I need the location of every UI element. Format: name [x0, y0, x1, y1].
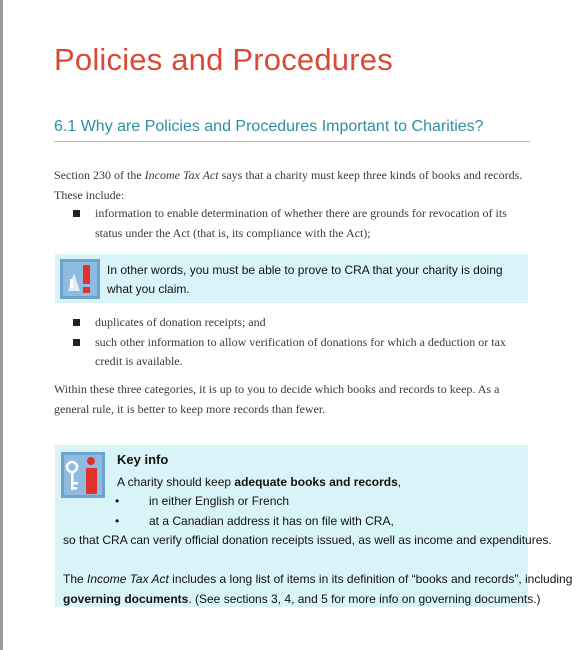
list-item-text: such other information to allow verification of donations for which a deduction or tax credit is available. [95, 334, 506, 368]
list-item [70, 313, 530, 333]
key-info-bullet [115, 494, 289, 508]
bullet-list-b [70, 313, 530, 372]
intro-prefix: Section 230 of the [54, 168, 145, 182]
key-info-line [117, 475, 401, 489]
section-heading: 6.1 Why are Policies and Procedures Important to Charities? [54, 118, 530, 142]
bullet-dot-icon: • [115, 494, 120, 508]
key-info-bold-text: governing documents [63, 592, 189, 606]
intro-act-name: Income Tax Act [144, 168, 219, 182]
body-paragraph: Within these three categories, it is up to you to decide which books and records to keep. As a general rule, it is better to keep more records than fewer. [54, 382, 500, 416]
bullet-dot-icon: • [115, 514, 120, 528]
key-info-text: The [63, 572, 88, 586]
square-bullet-icon [73, 339, 80, 346]
page-title: Policies and Procedures [54, 42, 393, 77]
square-bullet-icon [73, 210, 80, 217]
tip-exclamation-icon [60, 259, 100, 299]
square-bullet-icon [73, 319, 80, 326]
tip-callout [55, 254, 528, 303]
list-item [70, 204, 530, 243]
intro-paragraph [54, 166, 524, 205]
key-info-bold-text: adequate books and records [234, 475, 398, 489]
page-edge [0, 0, 3, 650]
key-info-bullet-text: in either English or French [149, 494, 290, 508]
key-info-text: includes a long list of items in its definition of “books and records”, including [168, 572, 573, 586]
list-item-text: information to enable determination of whether there are grounds for revocation of its status under the Act (that is, its compliance with the Act); [95, 206, 507, 240]
bullet-list-a [70, 204, 530, 243]
key-info-line [63, 592, 541, 606]
list-item [70, 333, 530, 372]
key-info-italic-text: Income Tax Act [87, 572, 169, 586]
key-info-bullet-text: at a Canadian address it has on file with CRA, [149, 514, 394, 528]
key-info-text: A charity should keep [117, 475, 235, 489]
key-info-bullet [115, 514, 394, 528]
intro-suffix: says that a charity must keep three kinds of books and records. These include: [54, 168, 523, 202]
key-info-text: . (See sections 3, 4, and 5 for more info on governing documents.) [188, 592, 541, 606]
key-info-title: Key info [117, 452, 169, 467]
info-key-icon [61, 452, 105, 498]
key-info-line: so that CRA can verify official donation receipts issued, as well as income and expenditures. [63, 533, 552, 547]
key-info-box [55, 445, 573, 607]
tip-text: In other words, you must be able to prove to CRA that your charity is doing what you claim. [107, 263, 503, 296]
key-info-line [63, 572, 572, 586]
key-info-text: , [397, 475, 402, 489]
list-item-text: duplicates of donation receipts; and [95, 315, 266, 329]
